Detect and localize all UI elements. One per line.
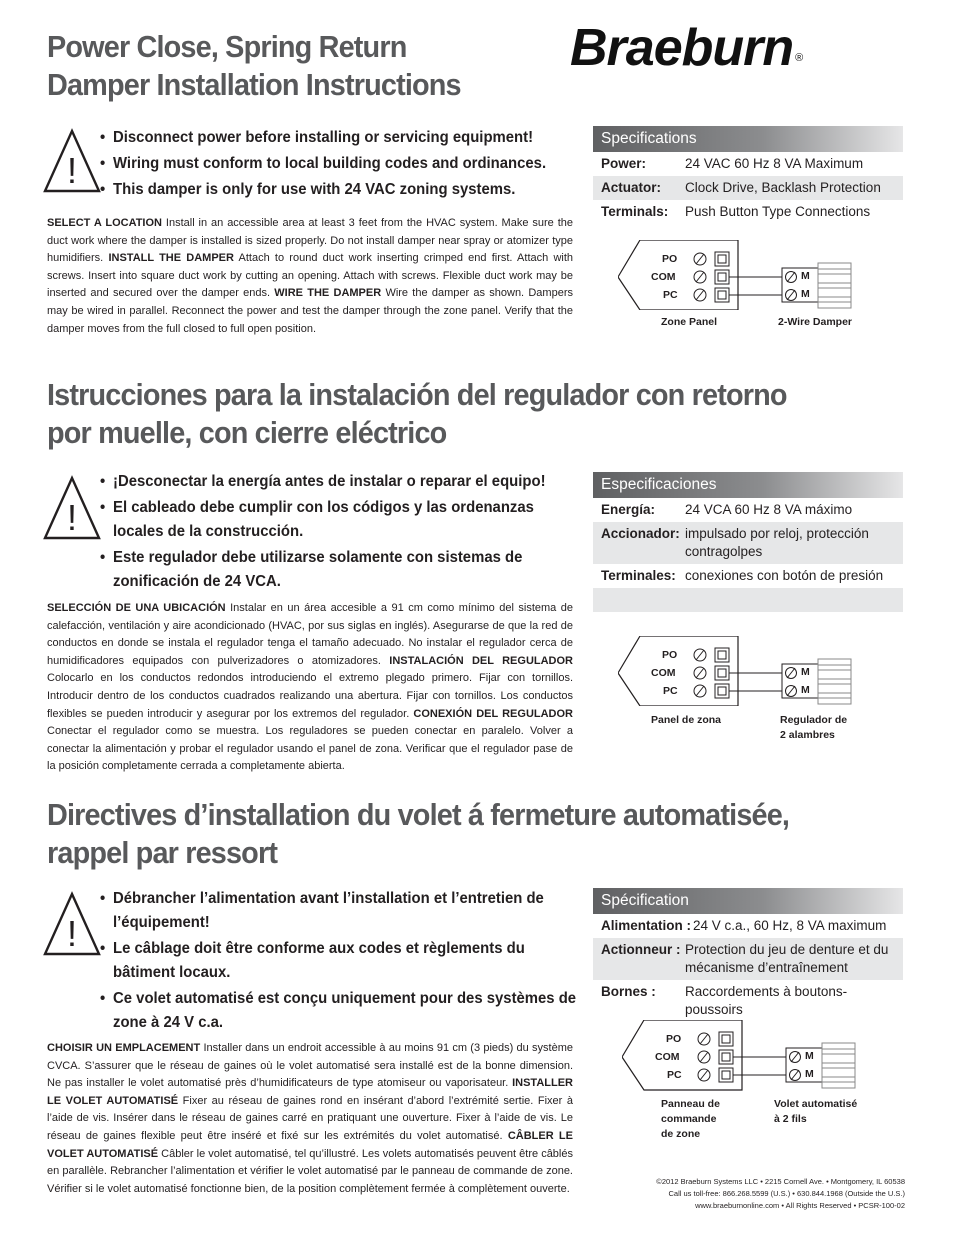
spec-value: Push Button Type Connections xyxy=(685,204,871,219)
instruction-text: Conectar el regulador como se muestra. Los reguladores se pueden conectar en paralelo. Volver a conectar la alimentación y probar el regulador usando el panel de zona. Verificar que el regulador pase de la posición completamente cerrada a completamente abierta. xyxy=(47,725,573,773)
svg-text:!: ! xyxy=(66,497,78,538)
damper-label: Regulador de 2 alambres xyxy=(780,714,848,741)
instruction-text: Attach to round duct work inserting crimped end first. Attach with screws. Insert into square duct work by cutting an opening. Attach with screws. Flexible duct work may be inserted and secured over the damper ends. xyxy=(47,252,573,300)
instruction-heading: INSTALLER LE VOLET AUTOMATISÉ xyxy=(47,1077,573,1107)
spec-value: 24 VAC 60 Hz 8 VA Maximum xyxy=(685,156,864,171)
specifications-fr xyxy=(593,888,903,1022)
terminal-pc: PC xyxy=(663,685,678,697)
spec-row xyxy=(593,522,903,564)
warnings-fr xyxy=(100,887,624,1037)
spec-value: Raccordements à boutons-poussoirs xyxy=(685,984,848,1017)
warning-item: • This damper is only for use with 24 VAC zoning systems. xyxy=(100,178,606,202)
spec-key: Energía: xyxy=(601,502,656,517)
instruction-heading: CÂBLER LE VOLET AUTOMATISÉ xyxy=(47,1129,573,1160)
footer-address: ©2012 Braeburn Systems LLC • 2215 Cornell Ave. • Montgomery, IL 60538 xyxy=(656,1177,905,1186)
warning-icon-fr xyxy=(42,891,102,957)
spec-row xyxy=(593,152,903,176)
wiring-diagram-fr xyxy=(622,1020,882,1150)
instruction-text: Fixer au réseau de gaines rond en insérant d’abord l’extrémité sertie. Fixer à l’aide de vis. Insérer dans le réseau de gaines carré en pratiquant une ouverture. Fixer à l’aide de vis. Le réseau de gaines flexible peut être inséré et fixé sur les extrémités du volet automatisé. xyxy=(47,1094,573,1142)
instructions-en xyxy=(47,215,573,338)
instruction-text: Câbler le volet automatisé, tel qu’illustré. Les volets automatisés peuvent être câblés en parallèle. Rebrancher l’alimentation et vérifier le volet automatisé par le panneau de commande de zone. Vérifier si le volet automatisé fonctionne bien, de la position complètement fermée à complètement ouverte. xyxy=(47,1147,573,1195)
spec-value: 24 VCA 60 Hz 8 VA máximo xyxy=(685,502,853,517)
spec-value: Clock Drive, Backlash Protection xyxy=(685,180,881,195)
terminal-com: COM xyxy=(651,271,676,283)
damper-terminal-m: M xyxy=(805,1068,814,1080)
terminal-po: PO xyxy=(666,1033,682,1045)
warnings-es xyxy=(100,470,644,596)
spec-key: Accionador: xyxy=(601,526,680,541)
spec-value: conexiones con botón de presión xyxy=(685,568,884,583)
terminal-po: PO xyxy=(662,649,678,661)
spec-value: Protection du jeu de denture et du mécanisme d’entraînement xyxy=(685,942,889,975)
warning-item: • Débrancher l’alimentation avant l’installation et l’entretien de l’équipement! xyxy=(100,887,559,935)
spec-key: Terminales: xyxy=(601,568,676,583)
warning-item: • Le câblage doit être conforme aux codes et règlements du bâtiment locaux. xyxy=(100,937,559,985)
instruction-text: Colocarlo en los conductos redondos introduciendo el extremo plegado primero. Fijar con tornillos. Introducir dentro de los conductos cuadrados realizando una abertura. Fijar con tornillos. Los conductos flexibles se pueden introducir y asegurar por los extremos del regulador. xyxy=(47,672,573,720)
spec-row-empty xyxy=(593,588,903,612)
braeburn-logo xyxy=(570,18,802,78)
spec-key: Alimentation : xyxy=(601,918,691,933)
logo-text: Braeburn xyxy=(570,19,794,77)
spec-row xyxy=(593,980,903,1022)
instruction-heading: SELECT A LOCATION xyxy=(47,217,162,229)
instruction-text: Install in an accessible area at least 3 feet from the HVAC system. Make sure the duct work where the damper is installed is sized properly. Do not install damper near spray or atomizer type humidifiers. xyxy=(47,217,573,265)
spec-header: Spécification xyxy=(593,888,903,914)
instructions-fr xyxy=(47,1040,573,1198)
instruction-text: Instalar en un área accesible a 91 cm como mínimo del sistema de calefacción, ventilación y aire acondicionado (HVAC, por sus siglas en inglés). Asegurarse de que la red de conductos en donde se instala el regulador tenga el tamaño adecuado. No instalar el regulador cerca de humidificadores equipados con pulverizadores o atomizadores. xyxy=(47,602,573,667)
warning-item: • ¡Desconectar la energía antes de instalar o reparar el equipo! xyxy=(100,470,606,494)
footer xyxy=(585,1176,905,1212)
svg-text:!: ! xyxy=(66,150,78,191)
spec-row xyxy=(593,914,903,938)
spec-row xyxy=(593,176,903,200)
spec-header: Especificaciones xyxy=(593,472,903,498)
terminal-pc: PC xyxy=(667,1069,682,1081)
warning-item: • Wiring must conform to local building codes and ordinances. xyxy=(100,152,606,176)
damper-label: Volet automatisé à 2 fils xyxy=(774,1098,858,1125)
instruction-heading: SELECCIÓN DE UNA UBICACIÓN xyxy=(47,602,226,614)
damper-terminal-m: M xyxy=(801,288,810,300)
warning-item: • Este regulador debe utilizarse solamente con sistemas de zonificación de 24 VCA. xyxy=(100,546,559,594)
title-es: Istrucciones para la instalación del regulador con retorno por muelle, con cierre eléctrico xyxy=(47,377,787,450)
damper-terminal-m: M xyxy=(805,1050,814,1062)
instruction-heading: CHOISIR UN EMPLACEMENT xyxy=(47,1042,201,1054)
damper-terminal-m: M xyxy=(801,666,810,678)
registered-mark: ® xyxy=(795,52,803,64)
instruction-heading: WIRE THE DAMPER xyxy=(274,287,382,300)
zone-panel-label: Panel de zona xyxy=(651,714,722,726)
title-en: Power Close, Spring Return Damper Installation Instructions xyxy=(47,29,461,102)
specifications-en xyxy=(593,126,903,224)
terminal-pc: PC xyxy=(663,289,678,301)
instruction-text: Installer dans un endroit accessible à au moins 91 cm (3 pieds) du système CVCA. S’assurer que le réseau de gaines où le volet automatisé sera installé est de la bonne dimension. Ne pas installer le volet automatisé près d’humidificateurs de type atomiseur ou vaporisateur. xyxy=(47,1042,573,1090)
spec-key: Bornes : xyxy=(601,984,656,999)
instruction-heading: INSTALL THE DAMPER xyxy=(108,252,234,265)
terminal-po: PO xyxy=(662,253,678,265)
damper-label: 2-Wire Damper xyxy=(778,316,853,328)
spec-value: 24 V c.a., 60 Hz, 8 VA maximum xyxy=(693,918,887,933)
warning-icon-en xyxy=(42,128,102,194)
specifications-es xyxy=(593,472,903,612)
spec-row xyxy=(593,200,903,224)
instruction-heading: INSTALACIÓN DEL REGULADOR xyxy=(389,654,573,667)
damper-terminal-m: M xyxy=(801,684,810,696)
spec-key: Power: xyxy=(601,156,647,171)
spec-row xyxy=(593,938,903,980)
spec-key: Actionneur : xyxy=(601,942,681,957)
wiring-diagram-en xyxy=(618,240,858,330)
damper-terminal-m: M xyxy=(801,270,810,282)
zone-panel-label: Zone Panel xyxy=(661,316,718,328)
spec-key: Actuator: xyxy=(601,180,661,195)
warning-item: • Disconnect power before installing or servicing equipment! xyxy=(100,126,606,150)
spec-key: Terminals: xyxy=(601,204,669,219)
terminal-com: COM xyxy=(655,1051,680,1063)
title-fr: Directives d’installation du volet á fermeture automatisée, rappel par ressort xyxy=(47,797,790,870)
warnings-en xyxy=(100,126,644,204)
spec-row xyxy=(593,498,903,522)
footer-website: www.braeburnonline.com • All Rights Reserved • PCSR-100-02 xyxy=(695,1201,905,1210)
warning-item: • Ce volet automatisé est conçu uniquement pour des systèmes de zone à 24 V c.a. xyxy=(100,987,587,1035)
instruction-text: Wire the damper as shown. Dampers may be wired in parallel. Reconnect the power and test the damper through the zone panel. Verify that the damper moves from the full closed to full open position. xyxy=(47,287,573,335)
warning-icon-es xyxy=(42,475,102,541)
svg-text:!: ! xyxy=(66,913,78,954)
instructions-es xyxy=(47,600,573,776)
spec-row xyxy=(593,564,903,588)
terminal-com: COM xyxy=(651,667,676,679)
warning-item: • El cableado debe cumplir con los códigos y las ordenanzas locales de la construcción. xyxy=(100,496,559,544)
zone-panel-label: Panneau de commande de zone xyxy=(661,1098,720,1140)
footer-phone: Call us toll-free: 866.268.5599 (U.S.) • 630.844.1968 (Outside the U.S.) xyxy=(668,1189,905,1198)
spec-header: Specifications xyxy=(593,126,903,152)
wiring-diagram-es xyxy=(618,636,878,748)
spec-value: impulsado por reloj, protección contragolpes xyxy=(685,526,869,559)
instruction-heading: CONEXIÓN DEL REGULADOR xyxy=(413,707,574,720)
